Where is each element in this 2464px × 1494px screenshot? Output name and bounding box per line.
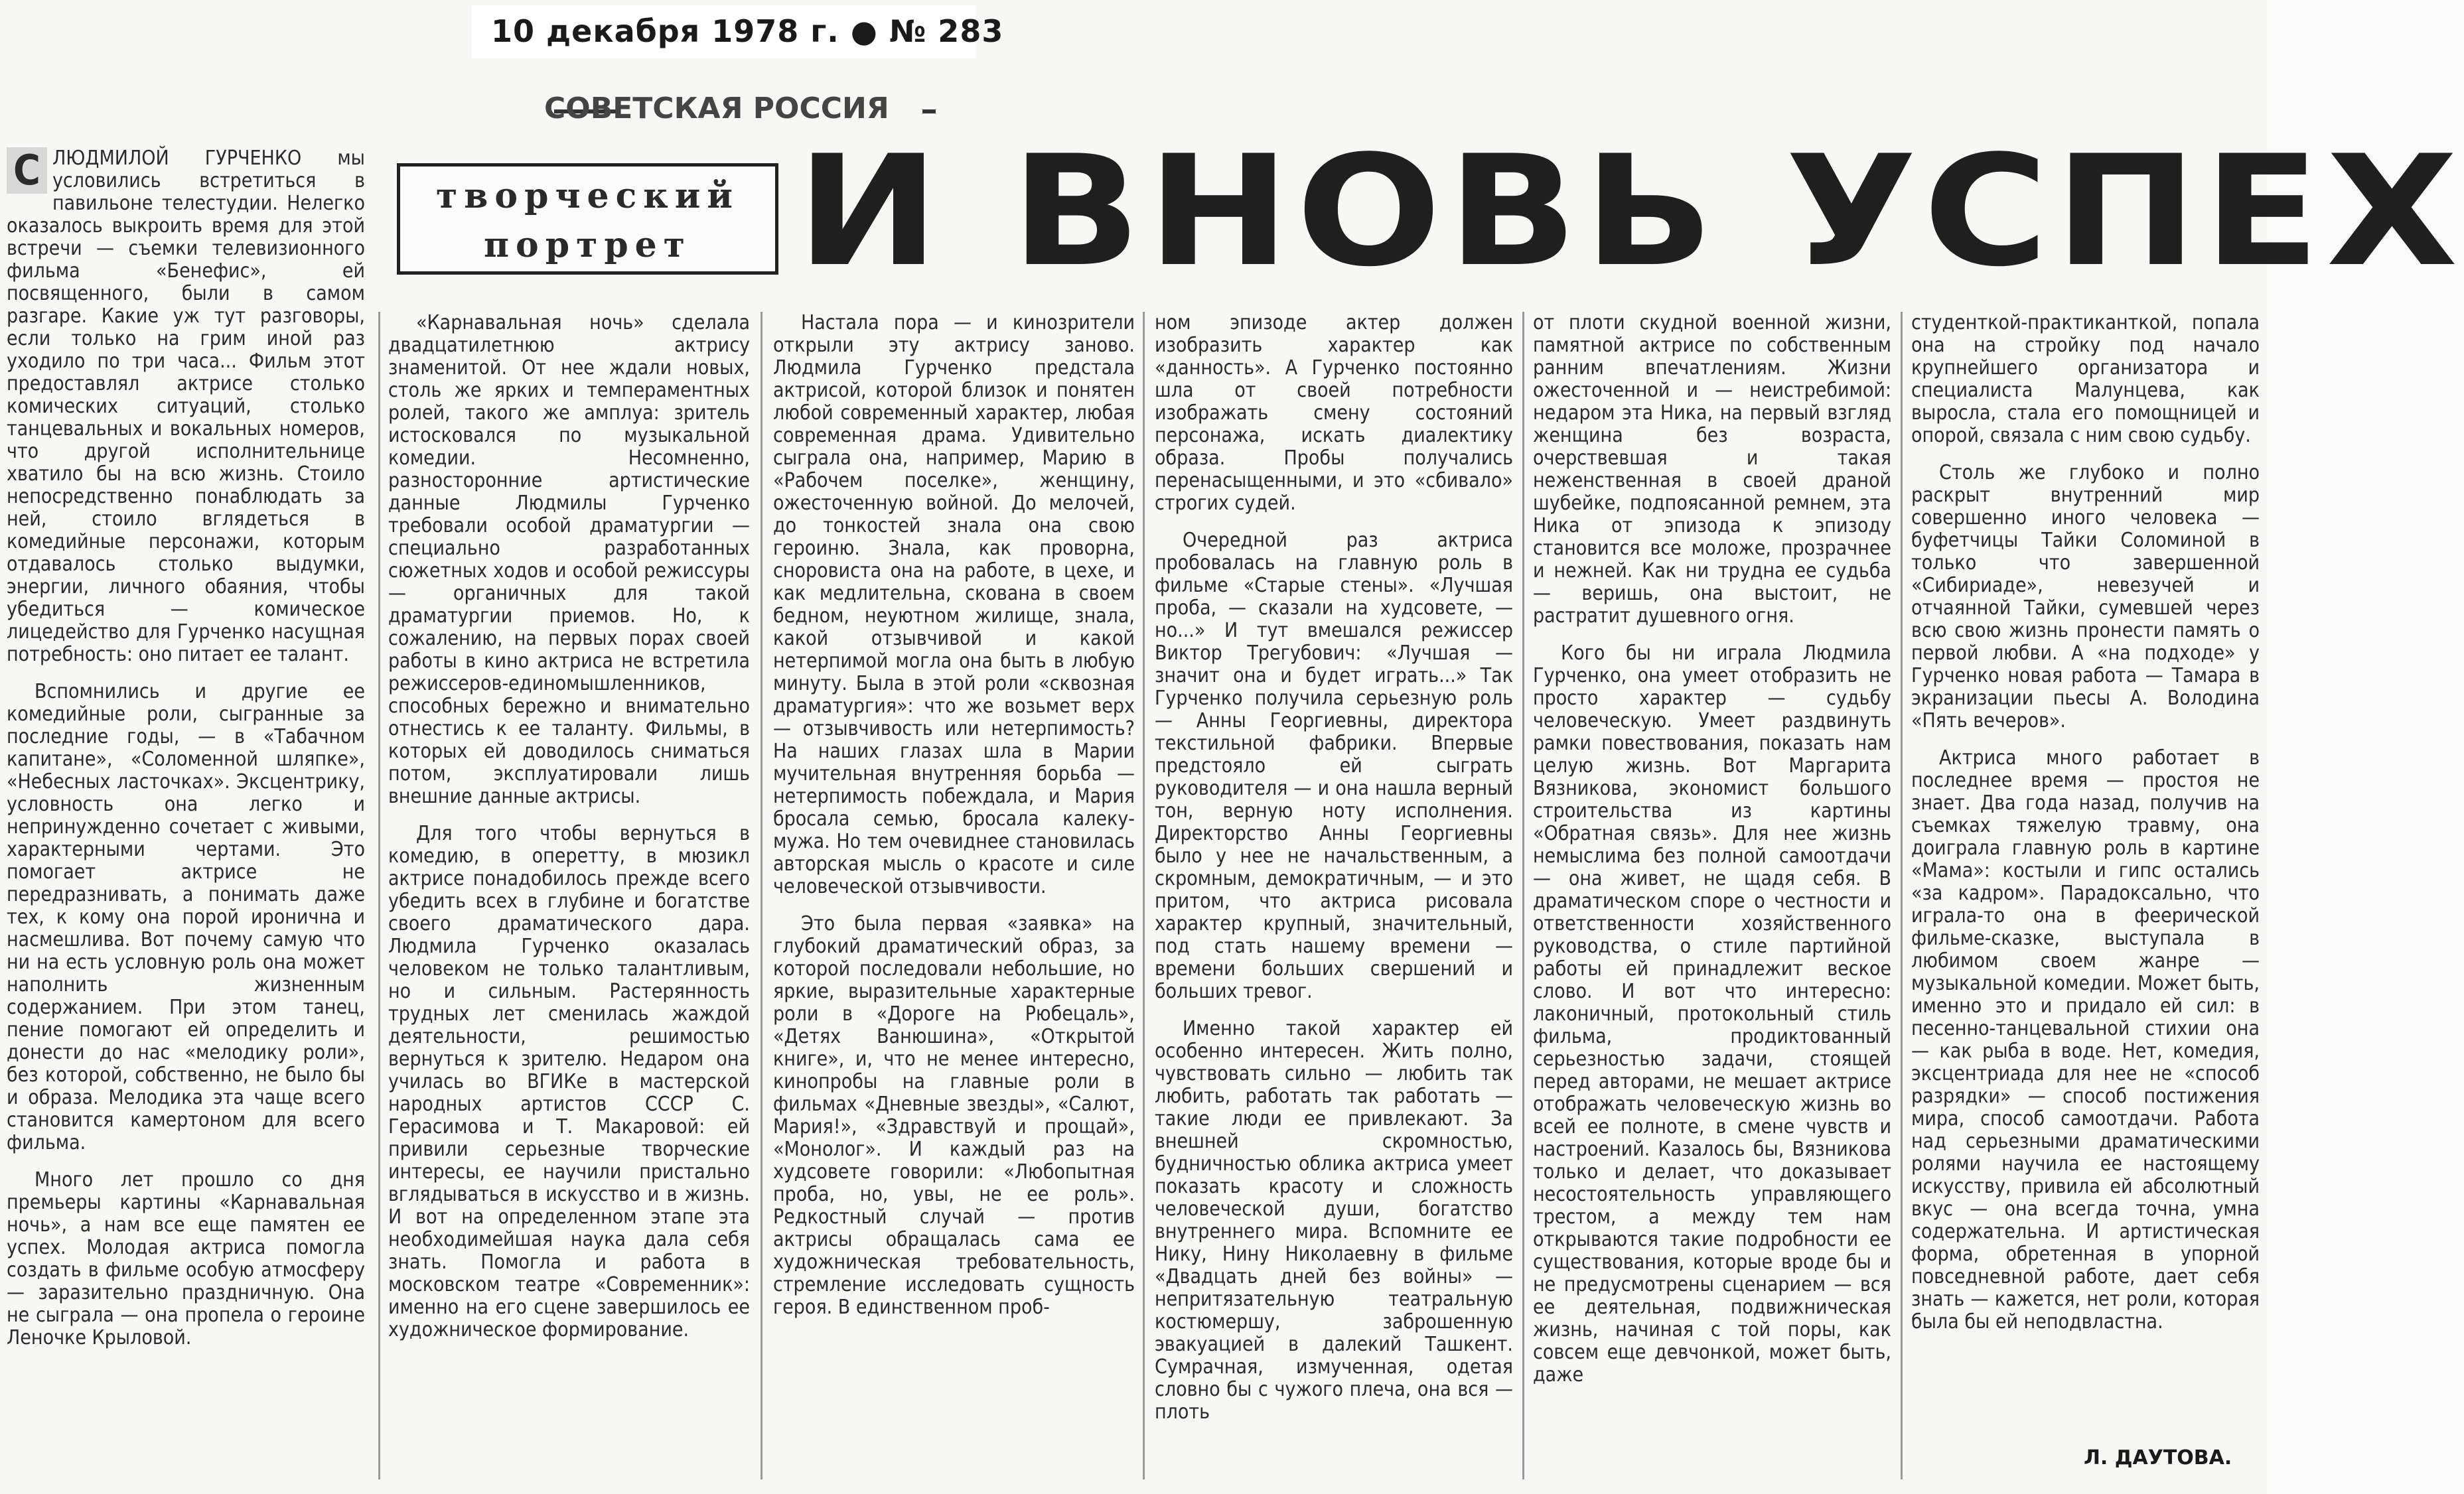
column-6-paragraph-2: Столь же глубоко и полно раскрыт внутренний мир совершенно иного человека — буфетчицы Тайки Соломиной в только что завершенной «Сибириаде», невезучей и отчаянной Тайки, сумевшей через всю свою жизнь пронести память о первой любви. А «на подходе» у Гурченко новая работа — Тамара в экранизации пьесы А. Володина «Пять вечеров».	[1911, 461, 2260, 732]
column-5-paragraph-2: Кого бы ни играла Людмила Гурченко, она умеет отобразить не просто характер — судьбу человеческую. Умеет раздвинуть рамки повествования, показать нам целую жизнь. Вот Маргарита Вязникова, экономист большого строительства из картины «Обратная связь». Для нее жизнь немыслима без полной самоотдачи — она живет, не щадя себя. В драматическом споре о честности и ответственности хозяйственного руководства, о стиле партийной работы ей принадлежит веское слово. И вот что интересно: лаконичный, протокольный стиль фильма, продиктованный серьезностью задачи, стоящей перед авторами, не мешает актрисе отображать человеческую жизнь во всей ее полноте, в смене чувств и настроений. Казалось бы, Вязникова только и делает, что доказывает несостоятельность управляющего трестом, а между тем нам открываются такие подробности ее существования, которые вроде бы и не предусмотрены сценарием — вся ее деятельная, подвижническая жизнь, начиная с той поры, как совсем еще девчонкой, может быть, даже	[1533, 642, 1891, 1387]
column-5-paragraph-1: от плоти скудной военной жизни, памятной актрисе по собственным ранним впечатлениям. Жизни ожесточенной и — неистребимой: недаром эта Ника, на первый взгляд женщина без возраста, очерствевшая и такая неженственная в своей драной шубейке, подпоясанной ремнем, эта Ника от эпизода к эпизоду становится все моложе, прозрачнее и нежней. Как ни трудна ее судьба — веришь, она выстоит, не растратит душевного огня.	[1533, 311, 1891, 628]
column-4-paragraph-1: ном эпизоде актер должен изобразить характер как «данность». А Гурченко постоянно шла от своей потребности изображать смену состояний персонажа, искать диалектику образа. Пробы получались перенасыщенными, и это «сбивало» строгих судей.	[1155, 311, 1513, 515]
column-1-paragraph-2: Вспомнились и другие ее комедийные роли, сыгранные за последние годы, — в «Табачном капитане», «Соломенной шляпке», «Небесных ласточках». Эксцентрику, условность она легко и непринужденно сочетает с живыми, характерными чертами. Это помогает актрисе не передразнивать, а понимать даже тех, к кому она порой иронична и насмешлива. Вот почему самую что ни на есть условную роль она может наполнить жизненным содержанием. При этом танец, пение помогают ей определить и донести до нас «мелодику роли», без которой, собственно, не было бы и образа. Мелодика эта чаще всего становится камертоном для всего фильма.	[7, 680, 365, 1154]
author-signature: Л. ДАУТОВА.	[2084, 1446, 2232, 1469]
rubric-line-2: портрет	[484, 225, 691, 265]
column-divider	[1901, 312, 1903, 1479]
issue-date: 10 декабря 1978 г. ● № 283	[491, 13, 1004, 49]
column-divider	[761, 312, 762, 1479]
column-2-paragraph-1: «Карнавальная ночь» сделала двадцатилетнюю актрису знаменитой. От нее ждали новых, столь же ярких и темпераментных ролей, такого же амплуа: зритель истосковался по музыкальной комедии. Несомненно, разносторонние артистические данные Людмилы Гурченко требовали особой драматургии — специально разработанных сюжетных ходов и особой режиссуры — органичных для такой драматургии приемов. Но, к сожалению, на первых порах своей работы в кино актриса не встретила режиссеров-единомышленников, способных бережно и внимательно отнестись к ее таланту. Фильмы, в которых ей доводилось сниматься потом, эксплуатировали лишь внешние данные актрисы.	[388, 311, 750, 808]
column-1-paragraph-1-text: ЛЮДМИЛОЙ ГУРЧЕНКО мы условились встретиться в павильоне телестудии. Нелегко оказалось выкроить время для этой встречи — съемки телевизионного фильма «Бенефис», ей посвященного, были в самом разгаре. Какие уж тут разговоры, если только на грим иной раз уходило по три часа... Фильм этот предоставлял актрисе столько комических ситуаций, столько танцевальных и вокальных номеров, что другой исполнительнице хватило бы на всю жизнь. Стоило непосредственно понаблюдать за ней, стоило вглядеться в комедийные персонажи, которым отдавалось столько выдумки, энергии, личного обаяния, чтобы убедиться — комическое лицедейство для Гурченко насущная потребность: оно питает ее талант.	[7, 147, 365, 666]
column-2-paragraph-2: Для того чтобы вернуться в комедию, в оперетту, в мюзикл актрисе понадобилось прежде всего убедить всех в глубине и богатстве своего драматического дара. Людмила Гурченко оказалась человеком не только талантливым, но и сильным. Растерянность трудных лет сменилась жаждой деятельности, решимостью вернуться к зрителю. Недаром она училась во ВГИКе в мастерской народных артистов СССР С. Герасимова и Т. Макаровой: ей привили серьезные творческие интересы, ее научили пристально вглядываться в искусство и в жизнь. И вот на определенном этапе эта необходимейшая наука дала себя знать. Помогла и работа в московском театре «Современник»: именно на его сцене завершилось ее художническое формирование.	[388, 822, 750, 1341]
column-6-paragraph-1: студенткой-практиканткой, попала она на стройку под начало крупнейшего организатора и специалиста Малунцева, как выросла, стала его помощницей и опорой, связала с ним свою судьбу.	[1911, 311, 2260, 447]
rubric-box	[397, 163, 778, 275]
column-3-paragraph-1: Настала пора — и кинозрители открыли эту актрису заново. Людмила Гурченко предстала актрисой, которой близок и понятен любой современный характер, любая современная драма. Удивительно сыграла она, например, Марию в «Рабочем поселке», женщину, ожесточенную войной. До мелочей, до тонкостей знала она свою героиню. Знала, как проворна, сноровиста она на работе, в цехе, и как медлительна, скована в своем бедном, неуютном жилище, знала, какой отзывчивой и какой нетерпимой могла она быть в любую минуту. Была в этой роли «сквозная драматургия»: что же возьмет верх — отзывчивость или нетерпимость? На наших глазах шла в Марии мучительная внутренняя борьба — нетерпимость побеждала, и Мария бросала семью, бросала калеку-мужа. Но тем очевиднее становилась авторская мысль о красоте и силе человеческой отзывчивости.	[773, 311, 1135, 898]
column-3-paragraph-2: Это была первая «заявка» на глубокий драматический образ, за которой последовали небольшие, но яркие, выразительные характерные роли в «Дороге на Рюбецаль», «Детях Ванюшина», «Открытой книге», и, что не менее интересно, кинопробы на главные роли в фильмах «Дневные звезды», «Салют, Мария!», «Здравствуй и прощай», «Монолог». И каждый раз на худсовете говорили: «Любопытная проба, но, увы, не ее роль». Редкостный случай — против актрисы обращалась сама ее художническая требовательность, стремление исследовать сущность героя. В единственном проб-	[773, 912, 1135, 1319]
article-column-3	[773, 312, 1135, 1486]
column-4-paragraph-3: Именно такой характер ей особенно интересен. Жить полно, чувствовать сильно — любить так любить, работать так работать — такие люди ее привлекают. За внешней скромностью, будничностью облика актриса умеет показать красоту и сложность человеческой души, богатство внутреннего мира. Вспомните ее Нику, Нину Николаевну в фильме «Двадцать дней без войны» — непритязательную театральную костюмершу, заброшенную эвакуацией в далекий Ташкент. Сумрачная, измученная, одетая словно бы с чужого плеча, она вся — плоть	[1155, 1017, 1513, 1424]
column-1-paragraph-3: Много лет прошло со дня премьеры картины «Карнавальная ночь», а нам все еще памятен ее успех. Молодая актриса помогла создать в фильме особую атмосферу — заразительно праздничную. Она не сыграла — она пропела о героине Леночке Крыловой.	[7, 1168, 365, 1349]
column-divider	[1143, 312, 1145, 1479]
article-column-1	[7, 147, 365, 1487]
masthead-rule-right	[922, 109, 936, 113]
headline: И ВНОВЬ УСПЕХ	[796, 123, 2464, 301]
article-column-5	[1533, 312, 1891, 1486]
column-1-paragraph-1	[7, 147, 365, 666]
column-divider	[378, 312, 380, 1479]
rubric-line-1: творческий	[436, 176, 739, 216]
newspaper-name: СОВЕТСКАЯ РОССИЯ	[544, 92, 889, 125]
article-column-6	[1911, 312, 2260, 1440]
column-4-paragraph-2: Очередной раз актриса пробовалась на главную роль в фильме «Старые стены». «Лучшая проба, — сказали на худсовете, — но...» И тут вмешался режиссер Виктор Трегубович: «Лучшая — значит она и будет играть...» Так Гурченко получила серьезную роль — Анны Георгиевны, директора текстильной фабрики. Впервые предстояло ей сыграть руководителя — и она нашла верный тон, верную ноту исполнения. Директорство Анны Георгиевны было у нее не начальственным, а скромным, демократичным, — и это притом, что актриса рисовала характер крупный, значительный, под стать нашему времени — времени больших свершений и больших тревог.	[1155, 529, 1513, 1003]
article-column-2	[388, 312, 750, 1486]
drop-cap: С	[7, 147, 47, 194]
article-column-4	[1155, 312, 1513, 1486]
column-6-paragraph-3: Актриса много работает в последнее время — простоя не знает. Два года назад, получив на съемках тяжелую травму, она доиграла главную роль в картине «Мама»: костыли и гипс остались «за кадром». Парадоксально, что играла-то она в феерической фильме-сказке, выступала в любимом своем жанре — музыкальной комедии. Может быть, именно это и придало ей сил: в песенно-танцевальной стихии она — как рыба в воде. Нет, комедия, эксцентриада для нее не «способ разрядки» — способ постижения мира, способ самоотдачи. Работа над серьезными драматическими ролями научила ее настоящему искусству, привила ей абсолютный вкус — она всегда точна, умна содержательна. И артистическая форма, обретенная в упорной повседневной работе, дает себя знать — кажется, нет роли, которая была бы ей неподвластна.	[1911, 746, 2260, 1333]
column-divider	[1522, 312, 1524, 1479]
